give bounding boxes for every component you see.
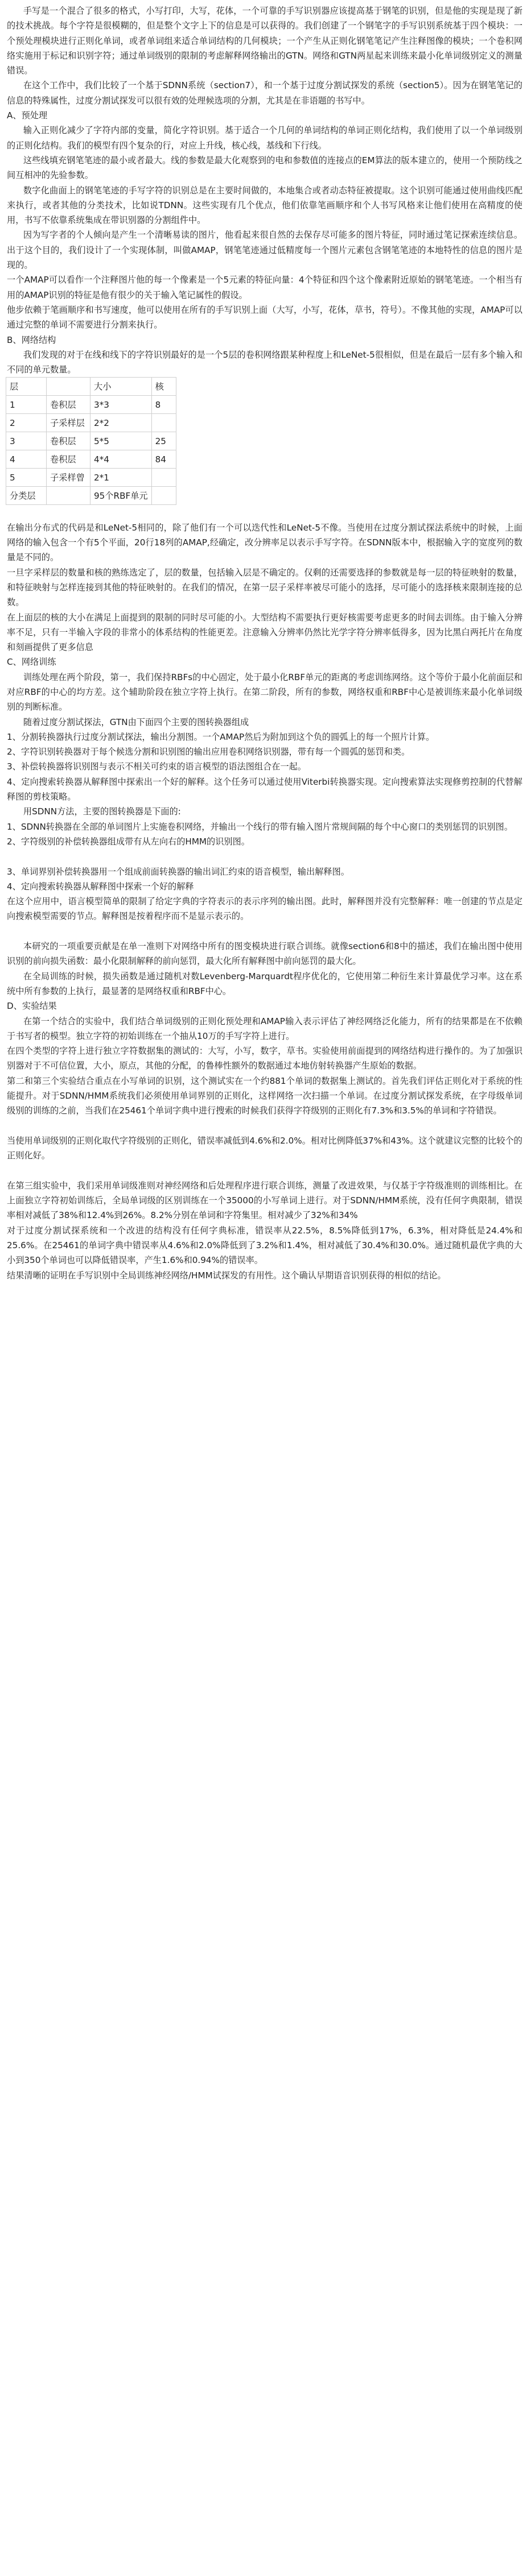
table-cell: 3 — [6, 432, 47, 450]
table-row — [6, 450, 176, 469]
paragraph: 一个AMAP可以看作一个注释图片他的每一个像素是一个5元素的特征向量：4个特征和四个这个像素附近原始的钢笔笔迹。一个相当有用的AMAP识别的特征是他有很少的关于输入笔记属性的假设。 — [7, 275, 522, 300]
table-cell: 大小 — [90, 378, 152, 396]
paragraph: 3、补偿转换器将识别图与表示不相关可约束的语言模型的语法图组合在一起。 — [7, 761, 307, 772]
paragraph: 训练处理在两个阶段，第一，我们保持RBFs的中心固定，处于最小化RBF单元的距离的考虑训练网络。这个等价于最小化前面层和对应RBF的中心的均方差。这个辅助阶段在独立字符上执行。在第二阶段，所有的参数，网络权重和RBF中心是被训练来最小化单词级别的判断标准。 — [7, 672, 522, 713]
table-cell: 卷积层 — [47, 450, 90, 469]
paragraph: 1、SDNN转换器在全部的单词图片上实施卷积网络，并输出一个线行的带有输入图片常规间隔的每个中心窗口的类别惩罚的识别图。 — [7, 821, 513, 832]
table-cell — [47, 487, 90, 505]
paragraph: 他步依赖于笔画顺序和书写速度，他可以使用在所有的手写识别上面（大写，小写，花体，草书，符号）。不像其他的实现，AMAP可以通过完整的单词不需要进行分割来执行。 — [7, 304, 522, 330]
paragraph: 结果清晰的证明在手写识别中全局训练神经网络/HMM试探发的有用性。这个确认早期语音识别获得的相似的结论。 — [7, 1270, 446, 1281]
paragraph: 因为写字者的个人倾向是产生一个清晰易读的图片，他看起来很自然的去保存尽可能多的图片特征，同时通过笔记探索连续信息。出于这个目的，我们设计了一个实现体制，叫做AMAP，钢笔笔迹通过低精度每一个图片元素包含钢笔笔迹的本地特性的信息的图片是现的。 — [7, 230, 522, 271]
table-cell: 3*3 — [90, 396, 152, 414]
paragraph: 随着过度分割试探法，GTN由下面四个主要的图转换器组成 — [23, 717, 249, 727]
table-cell: 4 — [6, 450, 47, 469]
table-cell: 2*2 — [90, 414, 152, 432]
paragraph: C、网络训练 — [7, 657, 56, 668]
table-cell: 层 — [6, 378, 47, 396]
table-cell: 25 — [151, 432, 176, 450]
paragraph: 输入正则化减少了字符内部的变量，简化字符识别。基于适合一个几何的单词结构的单词正则化结构，我们使用了以一个单词级别的正则化结构。我们的模型有四个复杂的行，对应上升线，核心线，基线和下行线。 — [7, 125, 522, 151]
paragraph: 2、字符级别的补偿转换器组成带有从左向右的HMM的识别图。 — [7, 836, 250, 847]
paragraph: 对于过度分割试探系统和一个改进的结构没有任何字典标准，错误率从22.5%，8.5%降低到17%，6.3%，相对降低是24.4%和25.6%。在25461的单词字典中错误率从4.6%和2.0%降低到了3.2%和1.4%，相对减低了30.4%和30.0%。通过随机最优字典的大小到350个单词也可以降低错误率，产生1.6%和0.94%的错误率。 — [7, 1225, 522, 1266]
paragraph: 在这个应用中，语言模型简单的限制了给定字典的字符表示的表示序列的输出图。此时，解释图并没有完整解释：唯一创建的节点是定向搜索模型需要的节点。解释图是按着程序而不是显示表示的。 — [7, 896, 522, 922]
paragraph: 4、定向搜索转换器从解释图中探索出一个好的解释。这个任务可以通过使用Viterbi转换器实现。定向搜索算法实现修剪控制的代替解释图的剪枝策略。 — [7, 776, 522, 802]
paragraph: 本研究的一项重要贡献是在单一准则下对网络中所有的图变模块进行联合训练。就像section6和8中的描述，我们在输出图中使用识别的前向损失函数：最小化限制解释的前向惩罚，最大化所有解释图中前向惩罚的最大化。 — [7, 941, 522, 967]
paragraph: 1、分割转换器执行过度分割试探法，输出分割图。一个AMAP然后为附加到这个负的圆弧上的每一个照片计算。 — [7, 731, 435, 742]
table-row — [6, 469, 176, 487]
paragraph: 我们发现的对于在线和线下的字符识别最好的是一个5层的卷积网络跟某种程度上和LeNet-5很相似，但是在最后一层有多个输入和不同的单元数量。 — [7, 349, 522, 375]
paragraph: 在四个类型的字符上进行独立字符数据集的测试的：大写，小写，数字，草书。实验使用前面提到的网络结构进行操作的。为了加强识别器对于不可信位置，大小，原点，其他的分配，的鲁棒性额外的数据通过本地仿射转换器产生原始的数据。 — [7, 1046, 522, 1071]
table-cell: 5 — [6, 469, 47, 487]
table-row — [6, 432, 176, 450]
paragraph: 这些线填充钢笔笔迹的最小或者最大。线的参数是最大化观察到的电和参数值的连接点的EM算法的版本建立的，使用一个预防线之间互相冲的先验参数。 — [7, 155, 522, 181]
layer-table — [6, 377, 176, 505]
table-cell: 子采样层 — [47, 414, 90, 432]
blank-line — [7, 849, 522, 864]
paragraph: B、网络结构 — [7, 334, 56, 345]
blank-line — [7, 1119, 522, 1133]
table-cell: 2 — [6, 414, 47, 432]
body-text-before-table — [7, 3, 522, 377]
table-cell: 84 — [151, 450, 176, 469]
paragraph: 2、字符识别转换器对于每个候选分割和识别图的输出应用卷积网络识别器，带有每一个圆弧的惩罚和类。 — [7, 747, 410, 757]
body-text-after-table — [7, 505, 522, 1282]
table-cell: 卷积层 — [47, 396, 90, 414]
blank-line — [7, 924, 522, 939]
blank-line — [7, 505, 522, 520]
table-cell — [151, 469, 176, 487]
table-cell: 卷积层 — [47, 432, 90, 450]
paragraph: 在全局训练的时候，损失函数是通过随机对数Levenberg-Marquardt程序优化的，它使用第二种衍生来计算最优学习率。这在系统中所有参数的上执行，最显著的是网络权重和RBF中心。 — [7, 971, 522, 996]
paragraph: 在输出分布式的代码是和LeNet-5相同的，除了他们有一个可以迭代性和LeNet-5不像。当使用在过度分割试探法系统中的时候，上面网络的输入包含一个有5个平面，20行18列的AMAP,经确定，改分辨率足以表示手写字符。在SDNN版本中，根据输入字的宽度列的数量是不同的。 — [7, 522, 522, 563]
paragraph: 3、单词界别补偿转换器用一个组成前面转换器的输出词汇约束的语音模型，输出解释图。 — [7, 866, 349, 877]
paragraph: D、实验结果 — [7, 1001, 57, 1012]
table-cell: 5*5 — [90, 432, 152, 450]
paragraph: 在这个工作中，我们比较了一个基于SDNN系统（section7），和一个基于过度分割试探发的系统（section5）。因为在钢笔笔记的信息的特殊属性，过度分割试探发可以很有效的处理候选项的分割，尤其是在非语题的书写中。 — [7, 80, 522, 106]
table-footer-row — [6, 487, 176, 505]
table-cell: 子采样曾 — [47, 469, 90, 487]
table-cell: 1 — [6, 396, 47, 414]
paragraph: 在第三组实验中，我们采用单词级准则对神经网络和后处理程序进行联合训练，测量了改进效果，与仅基于字符级准则的训练相比。在上面独立字符初始训练后，全局单词级的区别训练在一个35000的小写单词上进行。对于SDNN/HMM系统，没有任何字典限制，错误率相对减低了38%和12.4%到26%。8.2%分别在单词和字符集里。相对减少了32%和34% — [7, 1180, 522, 1221]
blank-line — [7, 1163, 522, 1178]
paragraph: 4、定向搜索转换器从解释图中探索一个好的解释 — [7, 881, 194, 892]
paragraph: 当使用单词级别的正则化取代字符级别的正则化，错误率减低到4.6%和2.0%。相对比例降低37%和43%。这个就建议完整的比较个的正则化好。 — [7, 1135, 522, 1161]
paragraph: 在第一个结合的实验中，我们结合单词级别的正则化预处理和AMAP输入表示评估了神经网络泛化能力，所有的结果都是在不依赖于书写者的模型。独立字符的初始训练在一个抽从10万的手写字符上进行。 — [7, 1016, 522, 1041]
paragraph: 手写是一个混合了很多的格式，小写打印，大写，花体，一个可靠的手写识别器应该提高基于钢笔的识别，但是他的实现是现了新的技术挑战。每个字符是很模糊的，但是整个文字上下的信息是可以获得的。我们创建了一个钢笔字的手写识别系统基于四个模块：一个预处理模块进行正则化单词，或者单词组来适合单词结构的几何模块；一个产生从正则化钢笔笔记产生注释图像的模块；一个卷积网络实施用于标记和识别字符；通过单词级别的限制的考虑解释网络输出的GTN。网络和GTN两星起来训练来最小化单词级别定义的测量错误。 — [7, 6, 522, 76]
paragraph: 在上面层的核的大小在满足上面提到的限制的同时尽可能的小。大型结构不需要执行更好核需要考虑更多的时间去训练。由于输入分辨率不足，只有一半输入字段的非常小的体系结构的性能更差。注意输入分辨率仍然比光学字符分辨率低得多，因为比黑白两托片在角度和刻画提供了更多信息 — [7, 612, 522, 653]
table-row — [6, 396, 176, 414]
paragraph: 一旦字采样层的数量和核的熟练选定了，层的数量，包括输入层是不确定的。仅剩的还需要选择的参数就是每一层的特征映射的数量，和特征映射与怎样连接到其他的特征映射的。在我们的情况，在第一层子采样率被尽可能小的选择，尽可能小的选择核来限制连接的总数。 — [7, 567, 522, 608]
table-cell: 分类层 — [6, 487, 47, 505]
paragraph: A、预处理 — [7, 110, 48, 121]
table-header-row — [6, 378, 176, 396]
table-cell: 核 — [151, 378, 176, 396]
paragraph: 第二和第三个实验结合重点在小写单词的识别，这个测试实在一个约881个单词的数据集上测试的。首先我们评估正则化对于系统的性能提升。对于SDNN/HMM系统我们必须使用单词界别的正则化，这样网络一次扫描一个单词。在过度分割试探发系统，在字母级单词级别的训练的之前，当我们在25461个单词字典中进行搜索的时候我们获得字符级别的正则化有7.3%和3.5%的单词和字符错误。 — [7, 1075, 522, 1116]
paragraph: 数字化曲面上的钢笔笔迹的手写字符的识别总是在主要时间做的，本地集合或者动态特征被提取。这个识别可能通过使用曲线匹配来执行，或者其他的分类技术，比如说TDNN。这些实现有几个优点，他们依靠笔画顺序和个人书写风格来让他们使用在高精度的使用，书写不依靠系统集成在带识别器的分割组件中。 — [7, 185, 522, 226]
table-cell: 2*1 — [90, 469, 152, 487]
table-row — [6, 414, 176, 432]
table-cell — [47, 378, 90, 396]
table-cell: 4*4 — [90, 450, 152, 469]
table-cell — [151, 414, 176, 432]
table-cell: 8 — [151, 396, 176, 414]
table-cell — [151, 487, 176, 505]
table-cell: 95个RBF单元 — [90, 487, 152, 505]
paragraph: 用SDNN方法，主要的图转换器是下面的: — [23, 806, 181, 817]
